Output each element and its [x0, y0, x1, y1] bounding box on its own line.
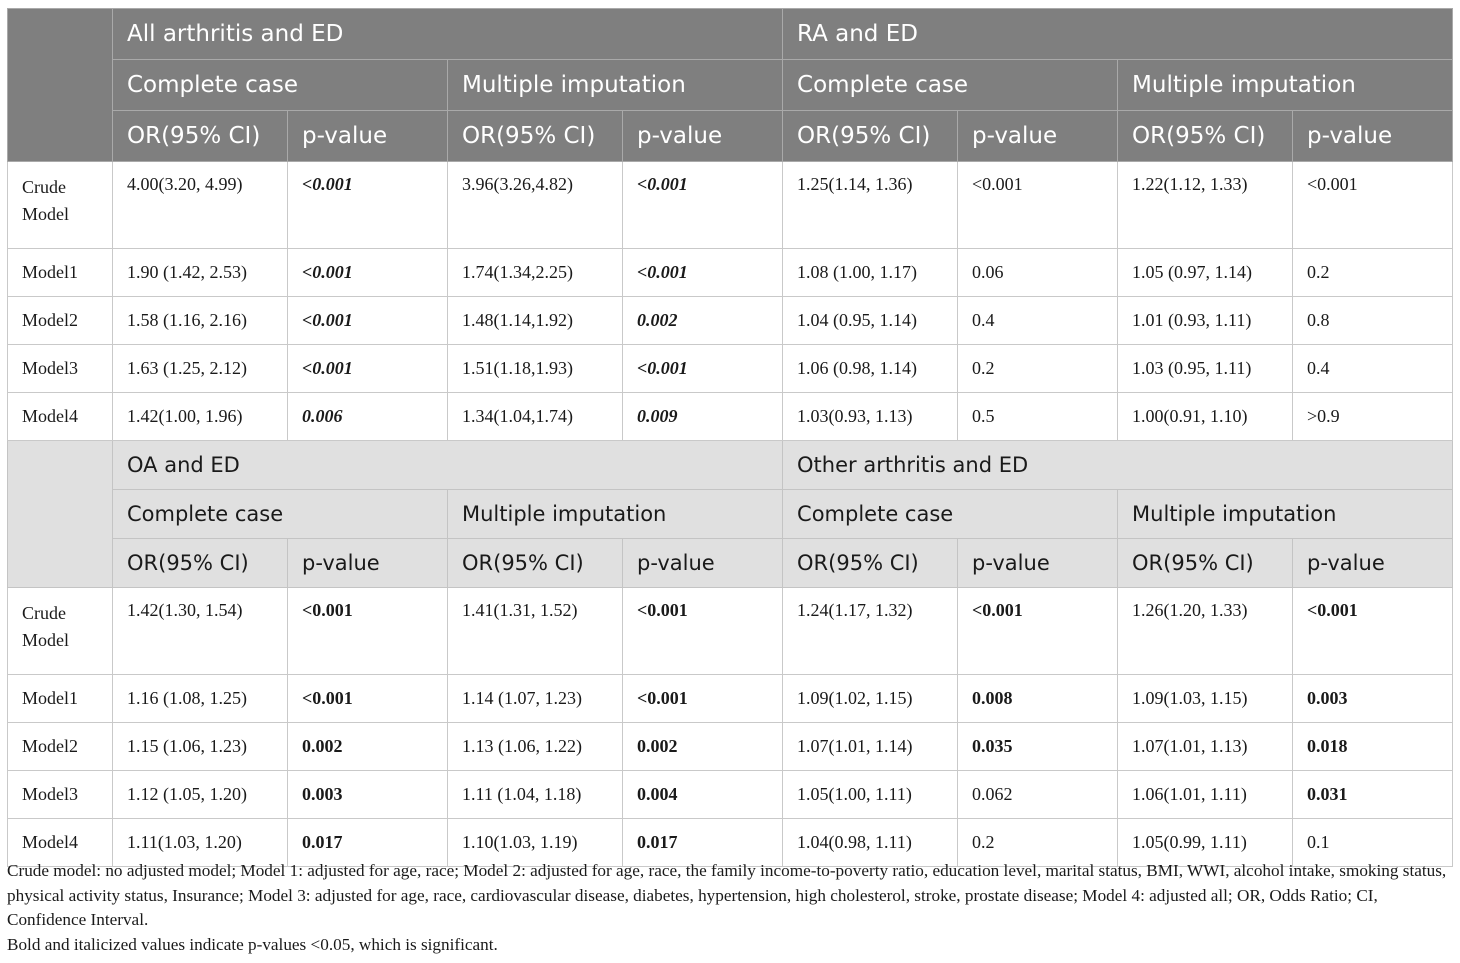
p-value-cell: 0.2 — [1293, 249, 1453, 297]
or-ci-cell: 1.09(1.03, 1.15) — [1118, 675, 1293, 723]
panel_b-corner — [8, 441, 113, 588]
row-label: Model4 — [8, 819, 113, 867]
or-ci-cell: 1.03 (0.95, 1.11) — [1118, 345, 1293, 393]
or-ci-cell: 1.06 (0.98, 1.14) — [783, 345, 958, 393]
or-ci-cell: 1.07(1.01, 1.13) — [1118, 723, 1293, 771]
row-label: Crude Model — [8, 588, 113, 675]
panel_b-col-or: OR(95% CI) — [448, 539, 623, 588]
panel_a-col-or: OR(95% CI) — [448, 111, 623, 162]
panel_a-subheader-complete: Complete case — [783, 60, 1118, 111]
row-label: Model2 — [8, 297, 113, 345]
p-value-cell: 0.002 — [623, 297, 783, 345]
or-ci-cell: 1.08 (1.00, 1.17) — [783, 249, 958, 297]
table-row — [8, 723, 1453, 771]
results-table-wrapper — [7, 8, 1452, 867]
or-ci-cell: 1.48(1.14,1.92) — [448, 297, 623, 345]
or-ci-cell: 1.42(1.30, 1.54) — [113, 588, 288, 675]
panel_a-col-or: OR(95% CI) — [783, 111, 958, 162]
or-ci-cell: 1.10(1.03, 1.19) — [448, 819, 623, 867]
or-ci-cell: 1.13 (1.06, 1.22) — [448, 723, 623, 771]
p-value-cell: 0.035 — [958, 723, 1118, 771]
or-ci-cell: 1.12 (1.05, 1.20) — [113, 771, 288, 819]
p-value-cell: <0.001 — [288, 345, 448, 393]
footnote-significance: Bold and italicized values indicate p-values <0.05, which is significant. — [7, 934, 498, 954]
panel_a-group-left: All arthritis and ED — [113, 9, 783, 60]
or-ci-cell: 1.90 (1.42, 2.53) — [113, 249, 288, 297]
p-value-cell: 0.008 — [958, 675, 1118, 723]
or-ci-cell: 1.16 (1.08, 1.25) — [113, 675, 288, 723]
or-ci-cell: 1.24(1.17, 1.32) — [783, 588, 958, 675]
p-value-cell: 0.4 — [1293, 345, 1453, 393]
panel_b-col-or: OR(95% CI) — [1118, 539, 1293, 588]
panel_a-corner — [8, 9, 113, 162]
or-ci-cell: 1.34(1.04,1.74) — [448, 393, 623, 441]
p-value-cell: 0.002 — [623, 723, 783, 771]
table-row — [8, 345, 1453, 393]
p-value-cell: <0.001 — [958, 588, 1118, 675]
panel_b-col-p: p-value — [288, 539, 448, 588]
panel_b-group-right: Other arthritis and ED — [783, 441, 1453, 490]
row-label: Model3 — [8, 345, 113, 393]
p-value-cell: <0.001 — [623, 345, 783, 393]
or-ci-cell: 1.09(1.02, 1.15) — [783, 675, 958, 723]
or-ci-cell: 4.00(3.20, 4.99) — [113, 162, 288, 249]
panel_a-col-p: p-value — [958, 111, 1118, 162]
p-value-cell: <0.001 — [623, 675, 783, 723]
p-value-cell: 0.006 — [288, 393, 448, 441]
p-value-cell: 0.009 — [623, 393, 783, 441]
or-ci-cell: 1.00(0.91, 1.10) — [1118, 393, 1293, 441]
p-value-cell: <0.001 — [288, 297, 448, 345]
or-ci-cell: 1.26(1.20, 1.33) — [1118, 588, 1293, 675]
p-value-cell: <0.001 — [623, 249, 783, 297]
or-ci-cell: 1.06(1.01, 1.11) — [1118, 771, 1293, 819]
or-ci-cell: 1.42(1.00, 1.96) — [113, 393, 288, 441]
table-row — [8, 162, 1453, 249]
panel_b-subheader-complete: Complete case — [113, 490, 448, 539]
panel_a-col-p: p-value — [623, 111, 783, 162]
or-ci-cell: 1.07(1.01, 1.14) — [783, 723, 958, 771]
panel_a-subheader-complete: Complete case — [113, 60, 448, 111]
table-row — [8, 393, 1453, 441]
panel_a-col-or: OR(95% CI) — [1118, 111, 1293, 162]
table-footnote — [7, 859, 1452, 957]
p-value-cell: <0.001 — [623, 588, 783, 675]
p-value-cell: <0.001 — [288, 249, 448, 297]
p-value-cell: 0.2 — [958, 345, 1118, 393]
p-value-cell: <0.001 — [288, 675, 448, 723]
or-ci-cell: 1.05 (0.97, 1.14) — [1118, 249, 1293, 297]
p-value-cell: 0.003 — [1293, 675, 1453, 723]
or-ci-cell: 1.22(1.12, 1.33) — [1118, 162, 1293, 249]
panel_b-subheader-imputation: Multiple imputation — [1118, 490, 1453, 539]
row-label: Crude Model — [8, 162, 113, 249]
p-value-cell: 0.018 — [1293, 723, 1453, 771]
p-value-cell: 0.1 — [1293, 819, 1453, 867]
p-value-cell: <0.001 — [958, 162, 1118, 249]
panel_b-group-left: OA and ED — [113, 441, 783, 490]
panel_a-col-p: p-value — [1293, 111, 1453, 162]
p-value-cell: 0.017 — [623, 819, 783, 867]
or-ci-cell: 1.14 (1.07, 1.23) — [448, 675, 623, 723]
p-value-cell: 0.06 — [958, 249, 1118, 297]
table-row — [8, 771, 1453, 819]
or-ci-cell: 1.03(0.93, 1.13) — [783, 393, 958, 441]
panel_a-col-p: p-value — [288, 111, 448, 162]
or-ci-cell: 1.25(1.14, 1.36) — [783, 162, 958, 249]
p-value-cell: >0.9 — [1293, 393, 1453, 441]
or-ci-cell: 1.04(0.98, 1.11) — [783, 819, 958, 867]
or-ci-cell: 1.58 (1.16, 2.16) — [113, 297, 288, 345]
p-value-cell: <0.001 — [1293, 588, 1453, 675]
or-ci-cell: 1.05(0.99, 1.11) — [1118, 819, 1293, 867]
p-value-cell: <0.001 — [623, 162, 783, 249]
table-row — [8, 675, 1453, 723]
p-value-cell: 0.8 — [1293, 297, 1453, 345]
or-ci-cell: 1.51(1.18,1.93) — [448, 345, 623, 393]
p-value-cell: 0.004 — [623, 771, 783, 819]
p-value-cell: 0.002 — [288, 723, 448, 771]
or-ci-cell: 1.63 (1.25, 2.12) — [113, 345, 288, 393]
footnote-models: Crude model: no adjusted model; Model 1: adjusted for age, race; Model 2: adjusted for age, race, the family income-to-poverty ratio, education level, marital status, BMI, WWI, alcohol intake, smoking status, physical activity status, Insurance; Model 3: adjusted for age, race, cardiovascular disease, diabetes, hypertension, high cholesterol, stroke, prostate disease; Model 4: adjusted all; OR, Odds Ratio; CI, Confidence Interval. — [7, 861, 1447, 929]
p-value-cell: 0.003 — [288, 771, 448, 819]
or-ci-cell: 1.01 (0.93, 1.11) — [1118, 297, 1293, 345]
or-ci-cell: 1.05(1.00, 1.11) — [783, 771, 958, 819]
panel_a-col-or: OR(95% CI) — [113, 111, 288, 162]
p-value-cell: 0.017 — [288, 819, 448, 867]
p-value-cell: 0.4 — [958, 297, 1118, 345]
panel_b-col-or: OR(95% CI) — [783, 539, 958, 588]
table-row — [8, 297, 1453, 345]
or-ci-cell: 1.41(1.31, 1.52) — [448, 588, 623, 675]
or-ci-cell: 1.15 (1.06, 1.23) — [113, 723, 288, 771]
panel_a-subheader-imputation: Multiple imputation — [1118, 60, 1453, 111]
panel_b-col-p: p-value — [958, 539, 1118, 588]
or-ci-cell: 1.74(1.34,2.25) — [448, 249, 623, 297]
p-value-cell: <0.001 — [288, 588, 448, 675]
panel_b-col-p: p-value — [623, 539, 783, 588]
panel_b-subheader-complete: Complete case — [783, 490, 1118, 539]
panel_b-col-p: p-value — [1293, 539, 1453, 588]
row-label: Model3 — [8, 771, 113, 819]
row-label: Model2 — [8, 723, 113, 771]
or-ci-cell: 1.11 (1.04, 1.18) — [448, 771, 623, 819]
panel_a-subheader-imputation: Multiple imputation — [448, 60, 783, 111]
row-label: Model1 — [8, 249, 113, 297]
p-value-cell: 0.2 — [958, 819, 1118, 867]
p-value-cell: <0.001 — [1293, 162, 1453, 249]
p-value-cell: 0.031 — [1293, 771, 1453, 819]
or-ci-cell: 1.11(1.03, 1.20) — [113, 819, 288, 867]
panel_b-col-or: OR(95% CI) — [113, 539, 288, 588]
table-row — [8, 588, 1453, 675]
p-value-cell: 0.062 — [958, 771, 1118, 819]
or-ci-cell: 3.96(3.26,4.82) — [448, 162, 623, 249]
or-ci-cell: 1.04 (0.95, 1.14) — [783, 297, 958, 345]
table-row — [8, 249, 1453, 297]
panel_a-group-right: RA and ED — [783, 9, 1453, 60]
results-table — [7, 8, 1453, 867]
row-label: Model4 — [8, 393, 113, 441]
row-label: Model1 — [8, 675, 113, 723]
p-value-cell: <0.001 — [288, 162, 448, 249]
p-value-cell: 0.5 — [958, 393, 1118, 441]
panel_b-subheader-imputation: Multiple imputation — [448, 490, 783, 539]
